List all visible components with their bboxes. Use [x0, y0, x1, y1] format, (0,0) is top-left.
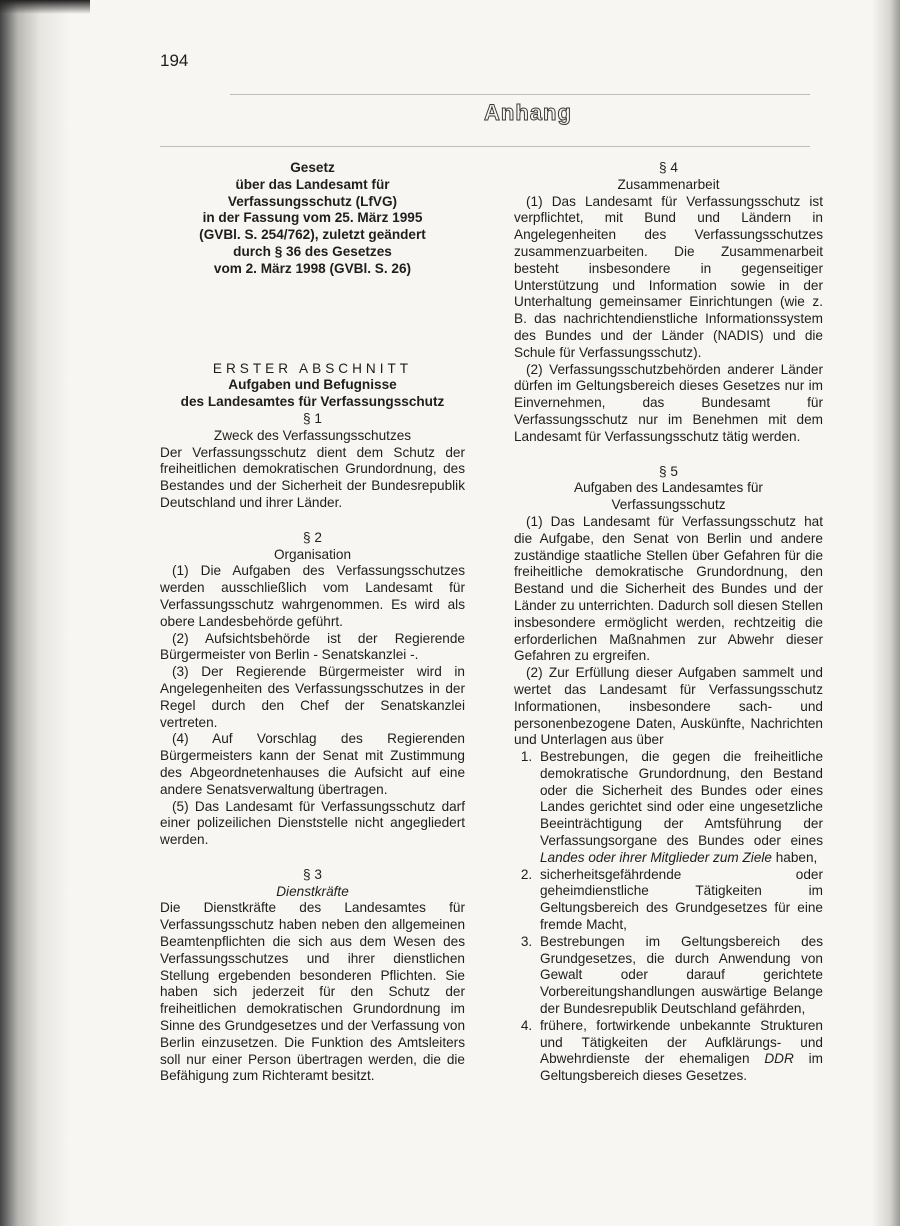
list-item-text: frühere, fortwirkende unbekannte Strukturen und Tätigkeiten der Aufklärungs- und Abwehrdienste der ehemaligen: [540, 1017, 823, 1067]
left-column: [160, 160, 465, 1085]
list-item-text: sicherheitsgefährdende oder geheimdienstliche Tätigkeiten im Geltungsbereich des Grundgesetzes für eine fremde Macht,: [540, 866, 823, 933]
paragraph-text: (1) Das Landesamt für Verfassungsschutz ist verpflichtet, mit Bund und Ländern in Angelegenheiten des Verfassungsschutzes zusammenzuarbeiten. Die Zusammenarbeit besteht insbesondere in gegenseitiger Unterstützung und Information sowie in der Unterhaltung gemeinsamer Einrichtungen (wie z. B. das nachrichtendienstliche Informationssystem des Bundes und der Länder (NADIS) und die Schule für Verfassungsschutz).: [514, 193, 823, 360]
header-rule-top: [230, 94, 810, 95]
paragraph-text: (1) Das Landesamt für Verfassungsschutz hat die Aufgabe, den Senat von Berlin und andere zuständige staatliche Stellen über Gefahren für die freiheitliche demokratische Grundordnung, den Bestand und die Sicherheit des Bundes und der Länder zu unterrichten. Dadurch soll diesen Stellen insbesondere ermöglicht werden, rechtzeitig die erforderlichen Maßnahmen zur Abwehr dieser Gefahren zu ergreifen.: [514, 513, 823, 664]
header-rule-bottom: [160, 146, 810, 147]
law-title-line: Gesetz: [290, 160, 335, 175]
paragraph-title: Dienstkräfte: [276, 883, 349, 899]
paragraph-text: (5) Das Landesamt für Verfassungsschutz darf einer polizeilichen Dienststelle nicht angegliedert werden.: [160, 798, 465, 848]
scan-binding-shadow: [0, 0, 70, 1226]
paragraph-title-line: Aufgaben des Landesamtes für: [574, 480, 763, 496]
law-title-line: vom 2. März 1998 (GVBl. S. 26): [213, 260, 412, 276]
law-title-line: in der Fassung vom 25. März 1995: [202, 210, 423, 226]
paragraph-title: Organisation: [273, 546, 352, 562]
right-column: [514, 160, 823, 1085]
list-item-tail: haben,: [771, 849, 818, 865]
list-item: [536, 867, 823, 934]
enumerated-list: [514, 749, 823, 1085]
spacer: [160, 512, 465, 530]
section-label: ERSTER ABSCHNITT: [212, 360, 413, 376]
law-title-line: über das Landesamt für: [235, 176, 390, 192]
law-title-line: (GVBl. S. 254/762), zuletzt geändert: [199, 227, 426, 243]
law-title: [160, 160, 465, 278]
paragraph-sign: § 1: [303, 410, 322, 426]
list-item: [536, 1018, 823, 1085]
paragraph-text: (4) Auf Vorschlag des Regierenden Bürgermeisters kann der Senat mit Zustimmung des Abgeordnetenhauses die Aufsicht auf eine andere Senatsverwaltung übertragen.: [160, 731, 465, 797]
spacer: [160, 278, 465, 361]
running-head: Anhang: [484, 100, 572, 125]
spacer: [160, 849, 465, 867]
paragraph-text: Der Verfassungsschutz dient dem Schutz der freiheitlichen demokratischen Grundordnung, des Bestandes und der Sicherheit der Bundesrepublik Deutschland und ihrer Länder.: [160, 444, 465, 510]
paragraph-sign: § 5: [659, 463, 678, 479]
law-title-line: durch § 36 des Gesetzes: [233, 243, 392, 259]
paragraph-sign: § 2: [303, 529, 322, 545]
section-heading-line: des Landesamtes für Verfassungsschutz: [180, 394, 445, 410]
list-item: [536, 934, 823, 1018]
paragraph-title-line: Verfassungsschutz: [611, 497, 726, 513]
paragraph-text: (2) Zur Erfüllung dieser Aufgaben sammelt und wertet das Landesamt für Verfassungsschutz Informationen, insbesondere sach- und personenbezogene Daten, Auskünfte, Nachrichten und Unterlagen aus über: [514, 665, 823, 748]
list-item: [536, 749, 823, 867]
list-item-tail: im Geltungsbereich dieses Gesetzes.: [540, 1051, 823, 1084]
paragraph-text: (2) Aufsichtsbehörde ist der Regierende Bürgermeister von Berlin - Senatskanzlei -.: [160, 630, 465, 663]
scan-edge-shadow: [872, 0, 900, 1226]
paragraph-sign: § 4: [659, 160, 678, 175]
spacer: [514, 446, 823, 464]
list-item-italic-text: Landes oder ihrer Mitglieder zum Ziele: [540, 849, 772, 865]
scan-corner-shadow: [0, 0, 90, 14]
section-heading-line: Aufgaben und Befugnisse: [228, 377, 397, 393]
paragraph-text: (2) Verfassungsschutzbehörden anderer Länder dürfen im Geltungsbereich dieses Gesetzes nur im Einvernehmen, das Bundesamt für Verfassungsschutz nur im Benehmen mit dem Landesamt für Verfassungsschutz tätig werden.: [514, 361, 823, 444]
paragraph-title: Zweck des Verfassungsschutzes: [213, 427, 412, 443]
paragraph-text: (3) Der Regierende Bürgermeister wird in Angelegenheiten des Verfassungsschutzes in der Regel durch den Chef der Senatskanzlei vertreten.: [160, 664, 465, 730]
paragraph-text: Die Dienstkräfte des Landesamtes für Verfassungsschutz haben neben den allgemeinen Beamtenpflichten die sich aus dem Wesen des Verfassungsschutzes und ihrer dienstlichen Stellung ergebenden besonderen Pflichten. Sie haben sich jederzeit für den Schutz der freiheitlichen demokratischen Grundordnung im Sinne des Grundgesetzes und der Verfassung von Berlin einzusetzen. Die Funktion des Amtsleiters soll nur einer Person übertragen werden, die die Befähigung zum Richteramt besitzt.: [160, 900, 465, 1084]
law-title-line: Verfassungsschutz (LfVG): [227, 193, 398, 209]
list-item-italic-text: DDR: [764, 1051, 794, 1067]
paragraph-title: Zusammenarbeit: [617, 176, 720, 192]
page-number: 194: [160, 51, 189, 70]
paragraph-sign: § 3: [303, 866, 322, 882]
list-item-text: Bestrebungen, die gegen die freiheitliche demokratische Grundordnung, den Bestand oder die Sicherheit des Bundes oder eines Landes gerichtet sind oder eine ungesetzliche Beeinträchtigung der Amtsführung der Verfassungsorgane des Bundes oder eines: [540, 749, 823, 849]
list-item-text: Bestrebungen im Geltungsbereich des Grundgesetzes, die durch Anwendung von Gewalt oder darauf gerichtete Vorbereitungshandlungen auswärtige Belange der Bundesrepublik Deutschland gefährden,: [540, 933, 823, 1017]
paragraph-text: (1) Die Aufgaben des Verfassungsschutzes werden ausschließlich vom Landesamt für Verfassungsschutz wahrgenommen. Es wird als obere Landesbehörde geführt.: [160, 563, 465, 629]
